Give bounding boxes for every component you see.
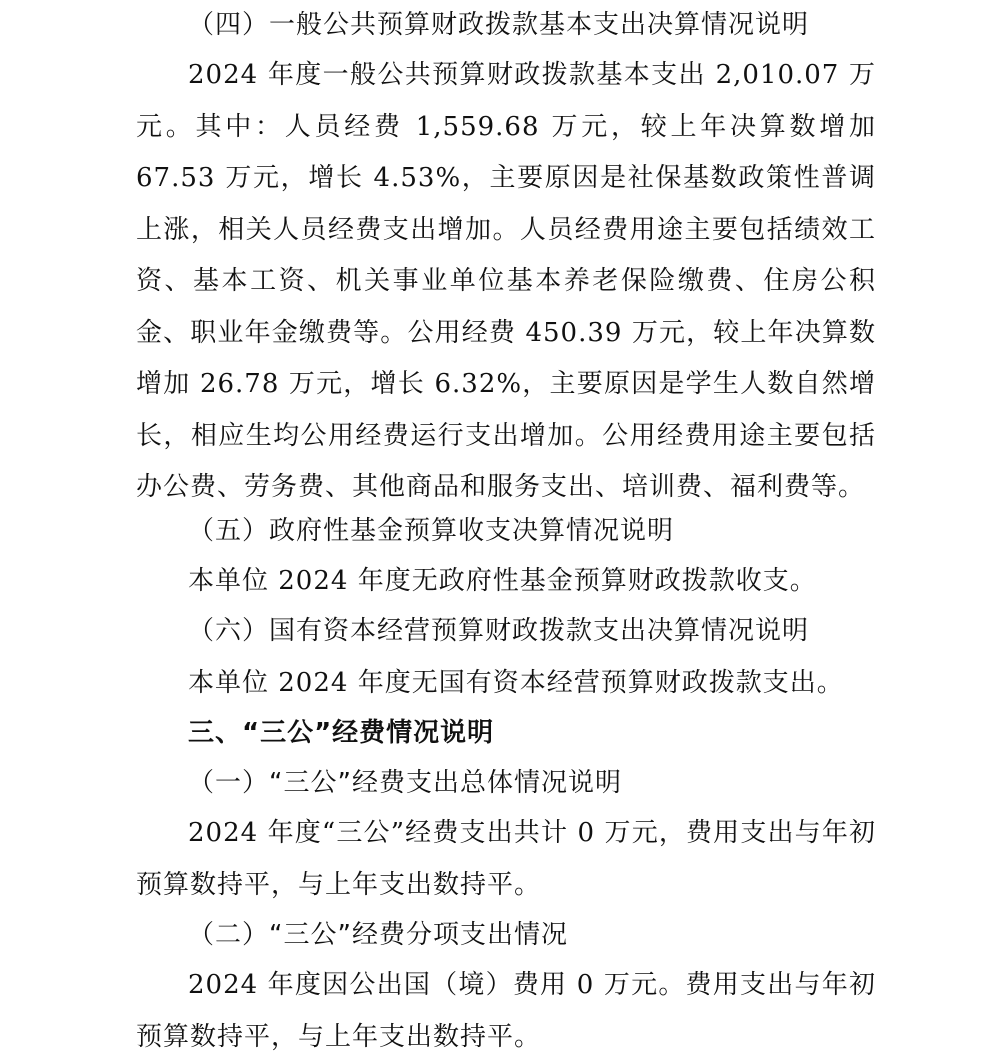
paragraph-state-capital: 本单位 2024 年度无国有资本经营预算财政拨款支出。: [188, 668, 844, 698]
heading-section-6: （六）国有资本经营预算财政拨款支出决算情况说明: [188, 616, 810, 646]
heading-three-public-items: （二）“三公”经费分项支出情况: [188, 920, 568, 950]
heading-section-4: （四）一般公共预算财政拨款基本支出决算情况说明: [188, 10, 810, 40]
section-title-three-public: 三、“三公”经费情况说明: [188, 718, 495, 748]
heading-section-5: （五）政府性基金预算收支决算情况说明: [188, 516, 675, 546]
paragraph-three-public-items: 2024 年度因公出国（境）费用 0 万元。费用支出与年初预算数持平，与上年支出数持平。: [136, 970, 876, 1052]
paragraph-basic-expenditure: 2024 年度一般公共预算财政拨款基本支出 2,010.07 万元。其中：人员经费 1,559.68 万元，较上年决算数增加 67.53 万元，增长 4.53%，主要原因是社保基数政策性普调上涨，相关人员经费支出增加。人员经费用途主要包括绩效工资、基本工资、机关事业单位基本养老保险缴费、住房公积金、职业年金缴费等。公用经费 450.39 万元，较上年决算数增加 26.78 万元，增长 6.32%，主要原因是学生人数自然增长，相应生均公用经费运行支出增加。公用经费用途主要包括办公费、劳务费、其他商品和服务支出、培训费、福利费等。: [136, 60, 876, 502]
paragraph-government-fund: 本单位 2024 年度无政府性基金预算财政拨款收支。: [188, 566, 817, 596]
paragraph-three-public-overall: 2024 年度“三公”经费支出共计 0 万元，费用支出与年初预算数持平，与上年支出数持平。: [136, 818, 876, 900]
heading-three-public-overall: （一）“三公”经费支出总体情况说明: [188, 768, 622, 798]
